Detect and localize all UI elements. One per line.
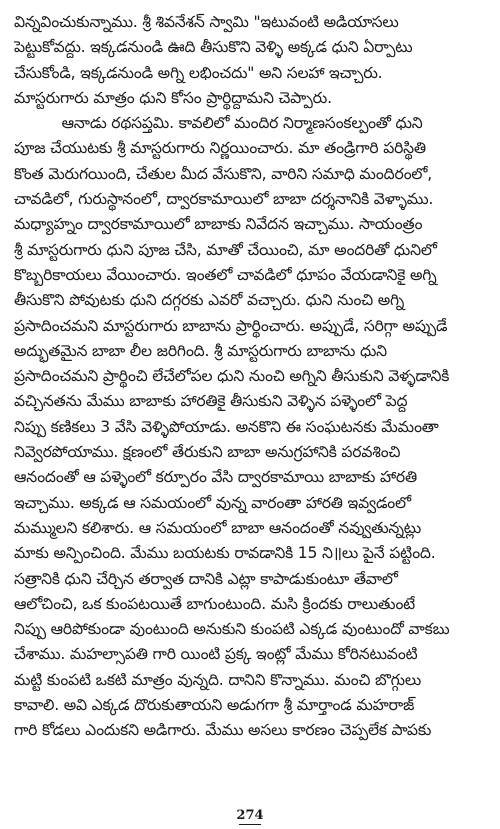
- text-line: నివ్వెరపోయాము. క్షణంలో తేరుకుని బాబా అనుగ్రహానికి పరవశించి: [14, 443, 401, 462]
- text-line: ఆనాడు రథసప్తమి. కావలిలో మందిర నిర్మాణసంకల్పంతో ధుని: [14, 114, 423, 133]
- page-number: 274: [0, 808, 500, 825]
- text-line: తీసుకొని పోవుటకు ధుని దగ్గరకు ఎవరో వచ్చారు. ధుని నుంచి అగ్ని: [14, 291, 405, 310]
- text-line: మధ్యాహ్నం ద్వారకామాయిలో బాబాకు నివేదన ఇచ్చాము. సాయంత్రం: [14, 215, 423, 234]
- text-line: చేసుకోండి, ఇక్కడనుండి అగ్ని లభించదు" అని సలహా ఇచ్చారు.: [14, 63, 383, 82]
- text-line: శ్రీ మాస్టరుగారు ధుని పూజ చేసి, మాతో చేయించి, మా అందరితో ధునిలో: [14, 240, 437, 259]
- text-line: సత్రానికి ధుని చేర్చిన తర్వాత దానికి ఎట్లా కాపాడుకుంటూ తేవాలో: [14, 569, 398, 588]
- text-line: మమ్ములని కలిశారు. ఆ సమయంలో బాబా ఆనందంతో నవ్వుతున్నట్లు: [14, 518, 422, 537]
- text-line: నిప్పు ఆరిపోకుండా వుంటుంది అనుకుని కుంపటి ఎక్కడ వుంటుందో వాకబు: [14, 620, 450, 639]
- text-line: ఆనందంతో ఆ పళ్ళెంలో కర్పూరం వేసి ద్వారకామాయి బాబాకు హారతి: [14, 468, 417, 487]
- text-line: పెట్టుకోవద్దు. ఇక్కడనుండి ఊది తీసుకొని వెళ్ళి అక్కడ ధుని ఏర్పాటు: [14, 38, 413, 57]
- text-line: వచ్చినతను మేము బాబాకు హారతికై తీసుకుని వెళ్ళిన పళ్ళెంలో పెద్ద: [14, 392, 408, 411]
- body-text: [14, 10, 486, 744]
- text-line: గారి కోడలు ఎందుకని అడిగారు. మేము అసలు కారణం చెప్పలేక పాపకు: [14, 721, 432, 740]
- text-line: కొంత మెరుగయింది, చేతుల మీద వేసుకొని, వారిని సమాధి మందిరంలో,: [14, 164, 433, 183]
- text-line: విన్నవించుకున్నాము. శ్రీ శివనేశన్ స్వామి "ఇటువంటి అడియాసలు: [14, 13, 399, 31]
- text-line: ఆలోచించి, ఒక కుంపటయితే బాగుంటుంది. మసి క్రిందకు రాలుతుంటే: [14, 594, 416, 613]
- text-line: చావడిలో, గురుస్థానంలో, ద్వారకామాయిలో బాబా దర్శనానికి వెళ్ళాము.: [14, 190, 434, 209]
- text-line: మాకు అన్పించింది. మేము బయటకు రావడానికి 15 ని॥లు పైనే పట్టింది.: [14, 544, 436, 563]
- text-line: ఇచ్చాము. అక్కడ ఆ సమయంలో వున్న వారంతా హారతి ఇవ్వడంలో: [14, 493, 411, 512]
- text-line: అద్భుతమైన బాబా లీల జరిగింది. శ్రీ మాస్టరుగారు బాబాను ధుని: [14, 341, 387, 360]
- text-line: మాస్టరుగారు మాత్రం ధుని కోసం ప్రార్థిద్దామని చెప్పారు.: [14, 88, 332, 107]
- text-line: ప్రసాదించమని మాస్టరుగారు బాబాను ప్రార్థించారు. అప్పుడే, సరిగ్గా అప్పుడే: [14, 316, 448, 335]
- text-line: చేశాము. మహల్సాపతి గారి యింటి ప్రక్క ఇంట్లో మేము కోరినటువంటి: [14, 645, 418, 664]
- text-line: ప్రసాదించమని ప్రార్థించి లేచేలోపల ధుని నుంచి అగ్నిని తీసుకుని వెళ్ళడానికి: [14, 367, 450, 386]
- text-line: కొబ్బరికాయలు వేయించారు. ఇంతలో చావడిలో ధూపం వేయడానికై అగ్ని: [14, 265, 437, 284]
- text-line: మట్టి కుంపటి ఒకటి మాత్రం వున్నది. దానిని కొన్నాము. మంచి బొగ్గులు: [14, 670, 422, 689]
- text-line: కావాలి. అవి ఎక్కడ దొరుకుతాయని అడుగగా శ్రీ మార్తాండ మహరాజ్: [14, 696, 415, 715]
- text-line: పూజ చేయుటకు శ్రీ మాస్టరుగారు నిర్ణయించారు. మా తండ్రిగారి పరిస్థితి: [14, 139, 426, 158]
- text-line: నిప్పు కణికలు 3 వేసి వెళ్ళిపోయాడు. అనకొని ఈ సంఘటనకు మేమంతా: [14, 417, 439, 436]
